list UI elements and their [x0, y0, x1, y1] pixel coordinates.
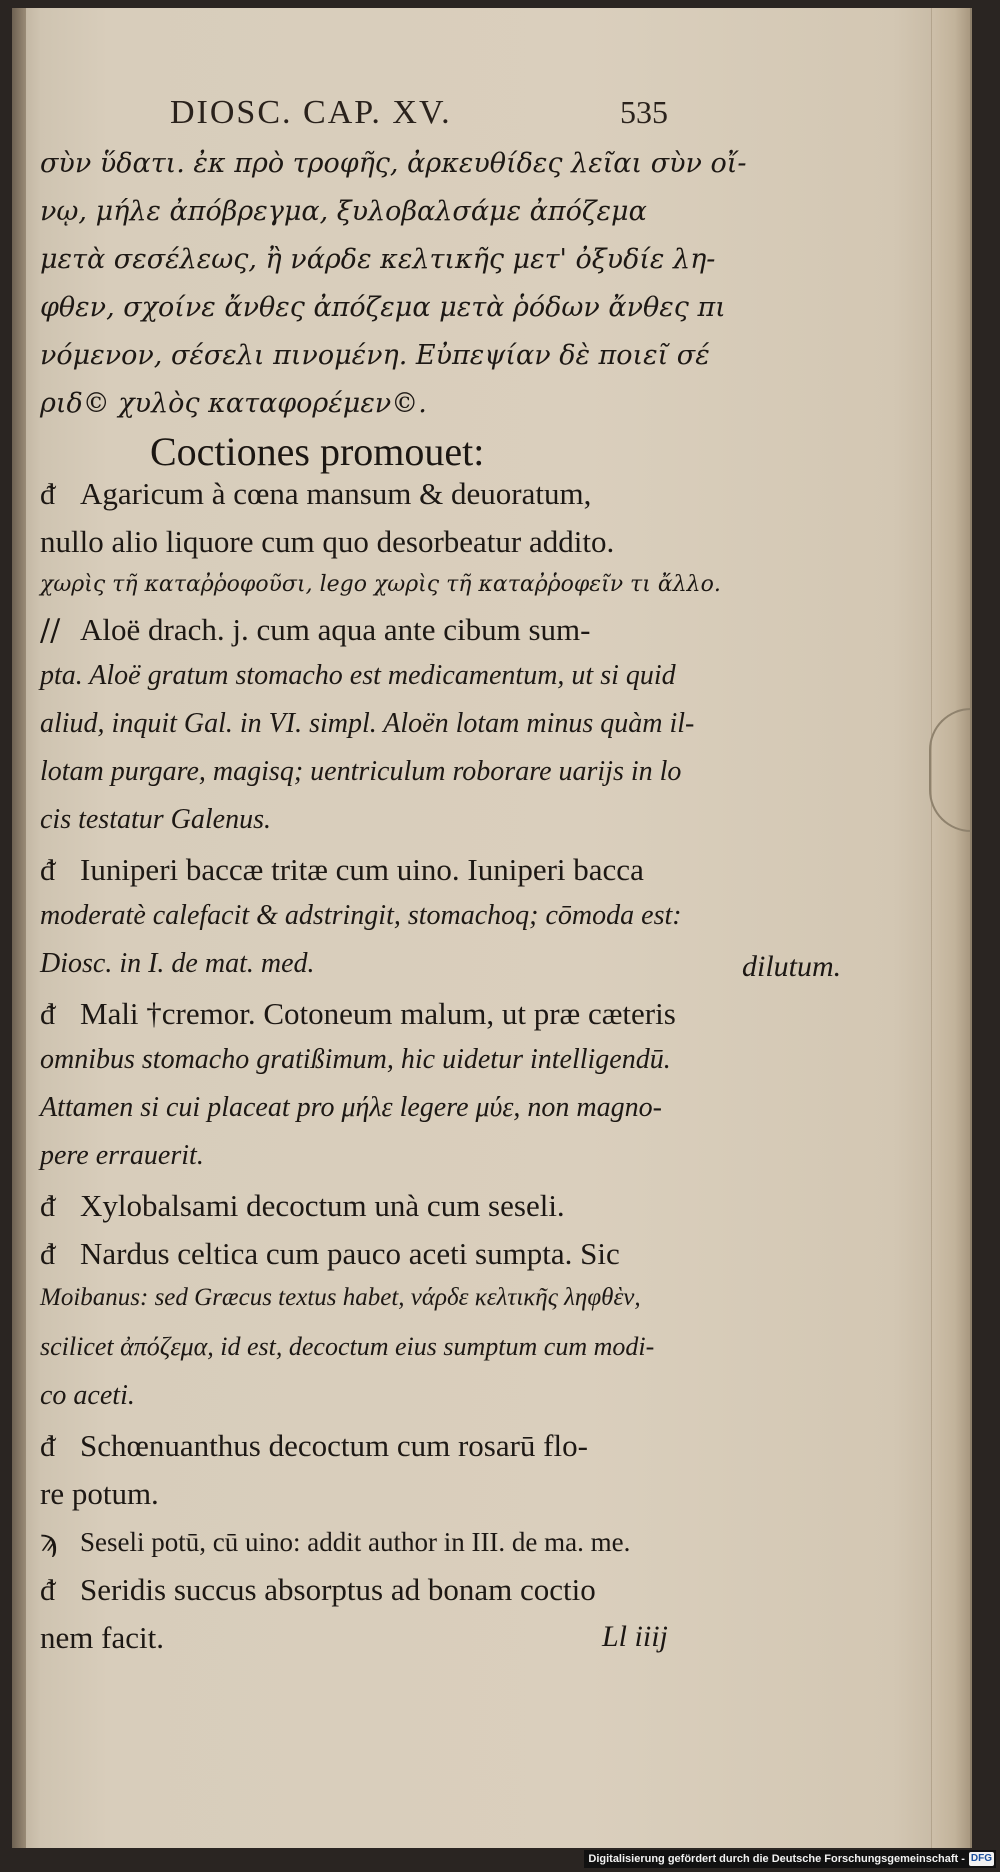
greek-line-1: σὺν ὕδατι. ἐκ πρὸ τροφῆς, ἀρκευθίδες λεῖαι σὺν οἴ-	[40, 148, 747, 179]
text-line	[40, 948, 315, 980]
greek-line-4: φθεν, σχοίνε ἄνθες ἀπόζεμα μετὰ ῥόδων ἄνθες πι	[40, 292, 726, 323]
text-line	[40, 1572, 596, 1608]
greek-line-6: ριδ© χυλὸς καταφορέμεν©.	[40, 388, 427, 419]
line-text: Nardus celtica cum pauco aceti sumpta. Sic	[80, 1236, 620, 1271]
line-text: omnibus stomacho gratißimum, hic uidetur intelligendū.	[40, 1044, 671, 1075]
text-line	[40, 476, 591, 512]
text-line	[40, 524, 614, 560]
line-text: χωρὶς τῆ καταῤῥοφοῦσι, lego χωρὶς τῆ καταῤῥοφεῖν τι ἄλλο.	[40, 572, 721, 597]
line-text: Mali †cremor. Cotoneum malum, ut præ cæteris	[80, 996, 676, 1031]
text-line	[40, 1188, 565, 1224]
text-line	[40, 1476, 159, 1512]
text-line	[40, 1140, 204, 1172]
text-line	[40, 1332, 654, 1362]
text-line	[40, 572, 721, 597]
text-line	[40, 660, 676, 692]
line-text: co aceti.	[40, 1380, 135, 1411]
signature-mark: Ll iiij	[602, 1620, 668, 1653]
text-line	[40, 1524, 630, 1559]
page-fore-edge	[931, 8, 970, 1848]
line-text: Seridis succus absorptus ad bonam coctio	[80, 1572, 596, 1607]
marginal-mark: ᵭ	[40, 997, 55, 1032]
text-line	[40, 1380, 135, 1412]
text-line	[40, 1236, 620, 1272]
text-line	[40, 1044, 671, 1076]
marginal-mark: ᵭ	[40, 1429, 55, 1464]
line-text: pere errauerit.	[40, 1140, 204, 1171]
marginal-mark: ᵭ	[40, 1237, 55, 1272]
footer-text: Digitalisierung gefördert durch die Deutsche Forschungsgemeinschaft -	[588, 1853, 965, 1865]
text-line	[40, 804, 271, 836]
page-number: 535	[620, 94, 668, 130]
text-line	[40, 900, 682, 932]
line-text: cis testatur Galenus.	[40, 804, 271, 835]
section-heading: Coctiones promouet:	[150, 429, 485, 474]
line-text: Iuniperi baccæ tritæ cum uino. Iuniperi bacca	[80, 852, 644, 887]
running-head: DIOSC. CAP. XV.	[170, 94, 452, 131]
line-text: aliud, inquit Gal. in VI. simpl. Aloën lotam minus quàm il-	[40, 708, 695, 739]
text-line	[40, 708, 694, 740]
dfg-logo-icon: DFG	[970, 1853, 992, 1864]
binding-edge	[12, 8, 26, 1848]
line-text: scilicet ἀπόζεμα, id est, decoctum eius sumptum cum modi-	[40, 1332, 655, 1361]
line-text: Seseli potū, cū uino: addit author in III. de ma. me.	[80, 1527, 631, 1557]
line-text: nem facit.	[40, 1620, 164, 1655]
greek-line-2: νῳ, μήλε ἀπόβρεγμα, ξυλοβαλσάμε ἀπόζεμα	[40, 196, 647, 227]
line-text: re potum.	[40, 1476, 159, 1511]
text-line	[40, 756, 681, 788]
marginal-mark: ϡ	[40, 1524, 58, 1559]
marginal-mark: ᵭ	[40, 477, 55, 512]
line-text: Attamen si cui placeat pro μήλε legere μύε, non magno-	[40, 1092, 662, 1123]
marginal-mark: ᵭ	[40, 1573, 55, 1608]
margin-note: dilutum.	[742, 950, 842, 983]
greek-line-3: μετὰ σεσέλεως, ἢ νάρδε κελτικῆς μετ' ὀξυδίε λη-	[40, 244, 716, 275]
text-line	[40, 1284, 641, 1312]
marginal-mark: ᵭ	[40, 853, 55, 888]
line-text: lotam purgare, magisq; uentriculum roborare uarijs in lo	[40, 756, 682, 787]
text-line	[40, 852, 644, 888]
digitization-footer	[584, 1850, 996, 1868]
line-text: nullo alio liquore cum quo desorbeatur addito.	[40, 524, 615, 559]
text-line	[40, 996, 676, 1032]
line-text: Moibanus: sed Græcus textus habet, νάρδε κελτικῆς ληφθὲν,	[40, 1284, 641, 1311]
marginal-mark: //	[40, 613, 61, 648]
marginal-mark: ᵭ	[40, 1189, 55, 1224]
line-text: pta. Aloë gratum stomacho est medicamentum, ut si quid	[40, 660, 676, 691]
line-text: Diosc. in I. de mat. med.	[40, 948, 315, 979]
text-line	[40, 1428, 588, 1464]
text-line	[40, 1620, 164, 1656]
line-text: Xylobalsami decoctum unà cum seseli.	[80, 1188, 565, 1223]
line-text: Schœnuanthus decoctum cum rosarū flo-	[80, 1428, 588, 1463]
line-text: Agaricum à cœna mansum & deuoratum,	[80, 476, 592, 511]
greek-line-5: νόμενον, σέσελι πινομένη. Εὐπεψίαν δὲ ποιεῖ σέ	[40, 340, 710, 371]
text-line	[40, 612, 590, 648]
line-text: Aloë drach. j. cum aqua ante cibum sum-	[80, 612, 591, 647]
line-text: moderatè calefacit & adstringit, stomachoq; cōmoda est:	[40, 900, 682, 931]
text-line	[40, 1092, 662, 1124]
